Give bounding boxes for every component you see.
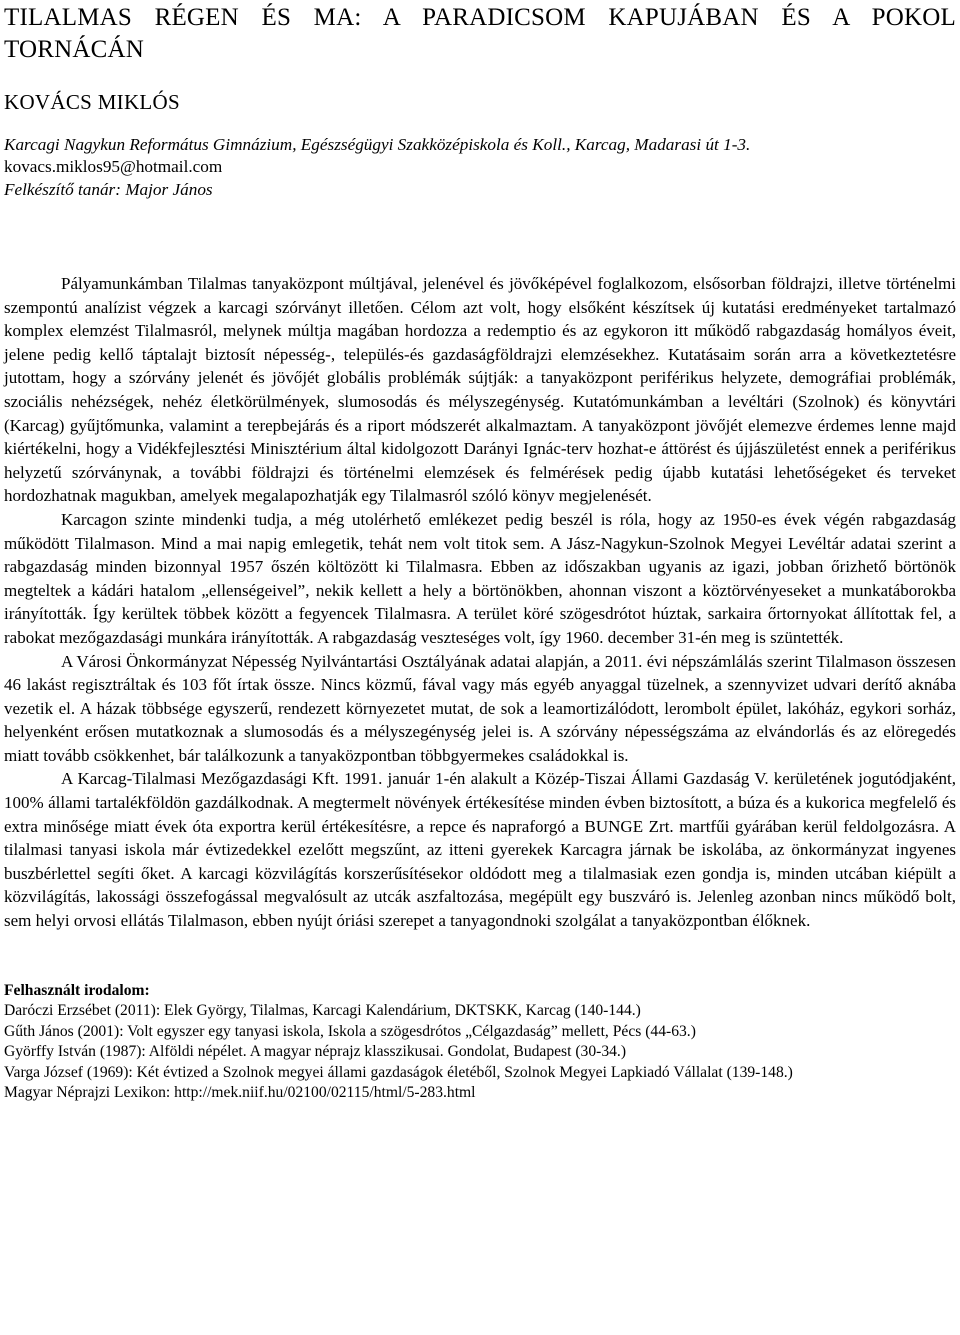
email-address: kovacs.miklos95@hotmail.com [4, 157, 223, 176]
mentor-line: Felkészítő tanár: Major János [4, 180, 213, 199]
abstract-body [4, 272, 956, 933]
reference-item: Gűth János (2001): Volt egyszer egy tanyasi iskola, Iskola a szögesdrótos „Célgazdaság” mellett, Pécs (44-63.) [4, 1022, 696, 1040]
references-section [4, 981, 956, 1104]
paragraph: A Karcag-Tilalmasi Mezőgazdasági Kft. 1991. január 1-én alakult a Közép-Tiszai Állami Gazdaság V. kerületének jogutódjaként, 100% állami tartalékföldön gazdálkodnak. A megtermelt növények értékesítése minden évben biztosított, a búza és a kukorica megfelelő és extra minősége miatt évek óta exportra kerül értékesítésre, a repce és napraforgó a BUNGE Zrt. martfűi gyárában kerül feldolgozásra. A tilalmasi tanyasi iskola már évtizedekkel ezelőtt megszűnt, az itteni gyerekek Karcagra járnak be iskolába, az önkormányzat ingyenes buszbérlettel segíti őket. A karcagi közvilágítás korszerűsítésekor oldódott meg a tilalmasiak ezen gondja is, minden utcában kiépült a közvilágítás, lakossági összefogással megvalósult az utcák aszfaltozása, megépült egy buszváró is. Jelenleg azonban nincs működő bolt, sem helyi orvosi ellátás Tilalmason, ebben nyújt óriási szerepet a tanyagondnoki szolgálat a tanyaközpontban élőknek. [4, 769, 956, 931]
page-title: TILALMAS RÉGEN ÉS MA: A PARADICSOM KAPUJÁBAN ÉS A POKOL TORNÁCÁN [4, 4, 956, 63]
affiliation: Karcagi Nagykun Református Gimnázium, Egészségügyi Szakközépiskola és Koll., Karcag, Madarasi út 1-3. [4, 135, 751, 154]
document-page [4, 0, 956, 1104]
reference-item: Varga József (1969): Két évtized a Szolnok megyei állami gazdaságok életéből, Szolnok Megyei Lapkiadó Vállalat (139-148.) [4, 1063, 793, 1081]
references-heading: Felhasznált irodalom: [4, 981, 150, 999]
author-name: KOVÁCS MIKLÓS [4, 90, 181, 114]
paragraph: Pályamunkámban Tilalmas tanyaközpont múltjával, jelenével és jövőképével foglalkozom, elsősorban földrajzi, illetve történelmi szempontú analízist végzek a karcagi szórványt illetően. Célom azt volt, hogy elsőként készítsek új kutatási eredményeket tartalmazó komplex elemzést Tilalmasról, melynek múltja magában hordozza a redemptio és az egykoron itt működő rabgazdaság homályos éveit, jelene pedig kellő táptalajt biztosít népesség-, település-és gazdaságföldrajzi elemzésekhez. Kutatásaim során arra a következtetésre jutottam, hogy a szórvány jelenét és jövőjét globális problémák sújtják: a tanyaközpont periférikus helyzete, demográfiai problémák, szociális nehézségek, nehéz életkörülmények, slumosodás és mélyszegénység. Kutatómunkámban a levéltári (Szolnok) és könyvtári (Karcag) gyűjtőmunka, valamint a terepbejárás és a riport módszerét alkalmaztam. A tanyaközpont jövőjét elemezve érdemes lenne majd kiértékelni, hogy a Vidékfejlesztési Minisztérium által kidolgozott Darányi Ignác-terv hozhat-e áttörést és újjászületést ennek a periférikus helyzetű szórványnak, a további földrajzi és történelmi elemzések és felmérések pedig újabb kutatási lehetőségeket és terveket hordozhatnak magukban, amelyek megalapozhatják egy Tilalmasról szóló könyv megjelenését. [4, 274, 956, 506]
reference-item: Györffy István (1987): Alföldi népélet. A magyar néprajz klasszikusai. Gondolat, Budapest (30-34.) [4, 1043, 627, 1061]
reference-item: Daróczi Erzsébet (2011): Elek György, Tilalmas, Karcagi Kalendárium, DKTSKK, Karcag (140-144.) [4, 1002, 641, 1020]
reference-item: Magyar Néprajzi Lexikon: http://mek.niif.hu/02100/02115/html/5-283.html [4, 1084, 476, 1102]
paragraph: Karcagon szinte mindenki tudja, a még utolérhető emlékezet pedig beszél is róla, hogy az 1950-es évek végén rabgazdaság működött Tilalmason. Mind a mai napig emlegetik, tehát nem volt titok sem. A Jász-Nagykun-Szolnok Megyei Levéltár adatai szerint a rabgazdaság minden bizonnyal 1957 őszén költözött ki Tilalmasra. Ebben az időszakban ugyanis az igazi, jobban őrizhető börtönök megteltek a kádári hatalom „ellenségeivel”, nekik kellett a hely a börtönökben, ahonnan viszont a köztörvényeseket a munkatáborokba irányították. Így kerültek többek között a fegyencek Tilalmasra. A terület köré szögesdrótot húztak, sarkaira őrtornyokat állítottak fel, a rabokat mezőgazdasági munkára irányították. A rabgazdaság veszteséges volt, így 1960. december 31-én meg is szüntették. [4, 509, 956, 647]
paragraph: A Városi Önkormányzat Népesség Nyilvántartási Osztályának adatai alapján, a 2011. évi népszámlálás szerint Tilalmason összesen 46 lakást regisztráltak és 103 főt írtak össze. Nincs közmű, fával vagy más egyéb anyaggal tüzelnek, a szennyvizet udvari derítő aknába vezetik el. A házak többsége egyszerű, rendezett környezetet mutat, de sok a leamortizálódott, lerombolt épület, lakóház, egykori sorház, helyenként erősen mutatkoznak a slumosodás és a mélyszegénység jelei is. A szórvány népességszáma az elvándorlás és az elöregedés miatt tovább csökkenhet, bár találkozunk a tanyaközpontban többgyermekes családokkal is. [4, 651, 956, 765]
